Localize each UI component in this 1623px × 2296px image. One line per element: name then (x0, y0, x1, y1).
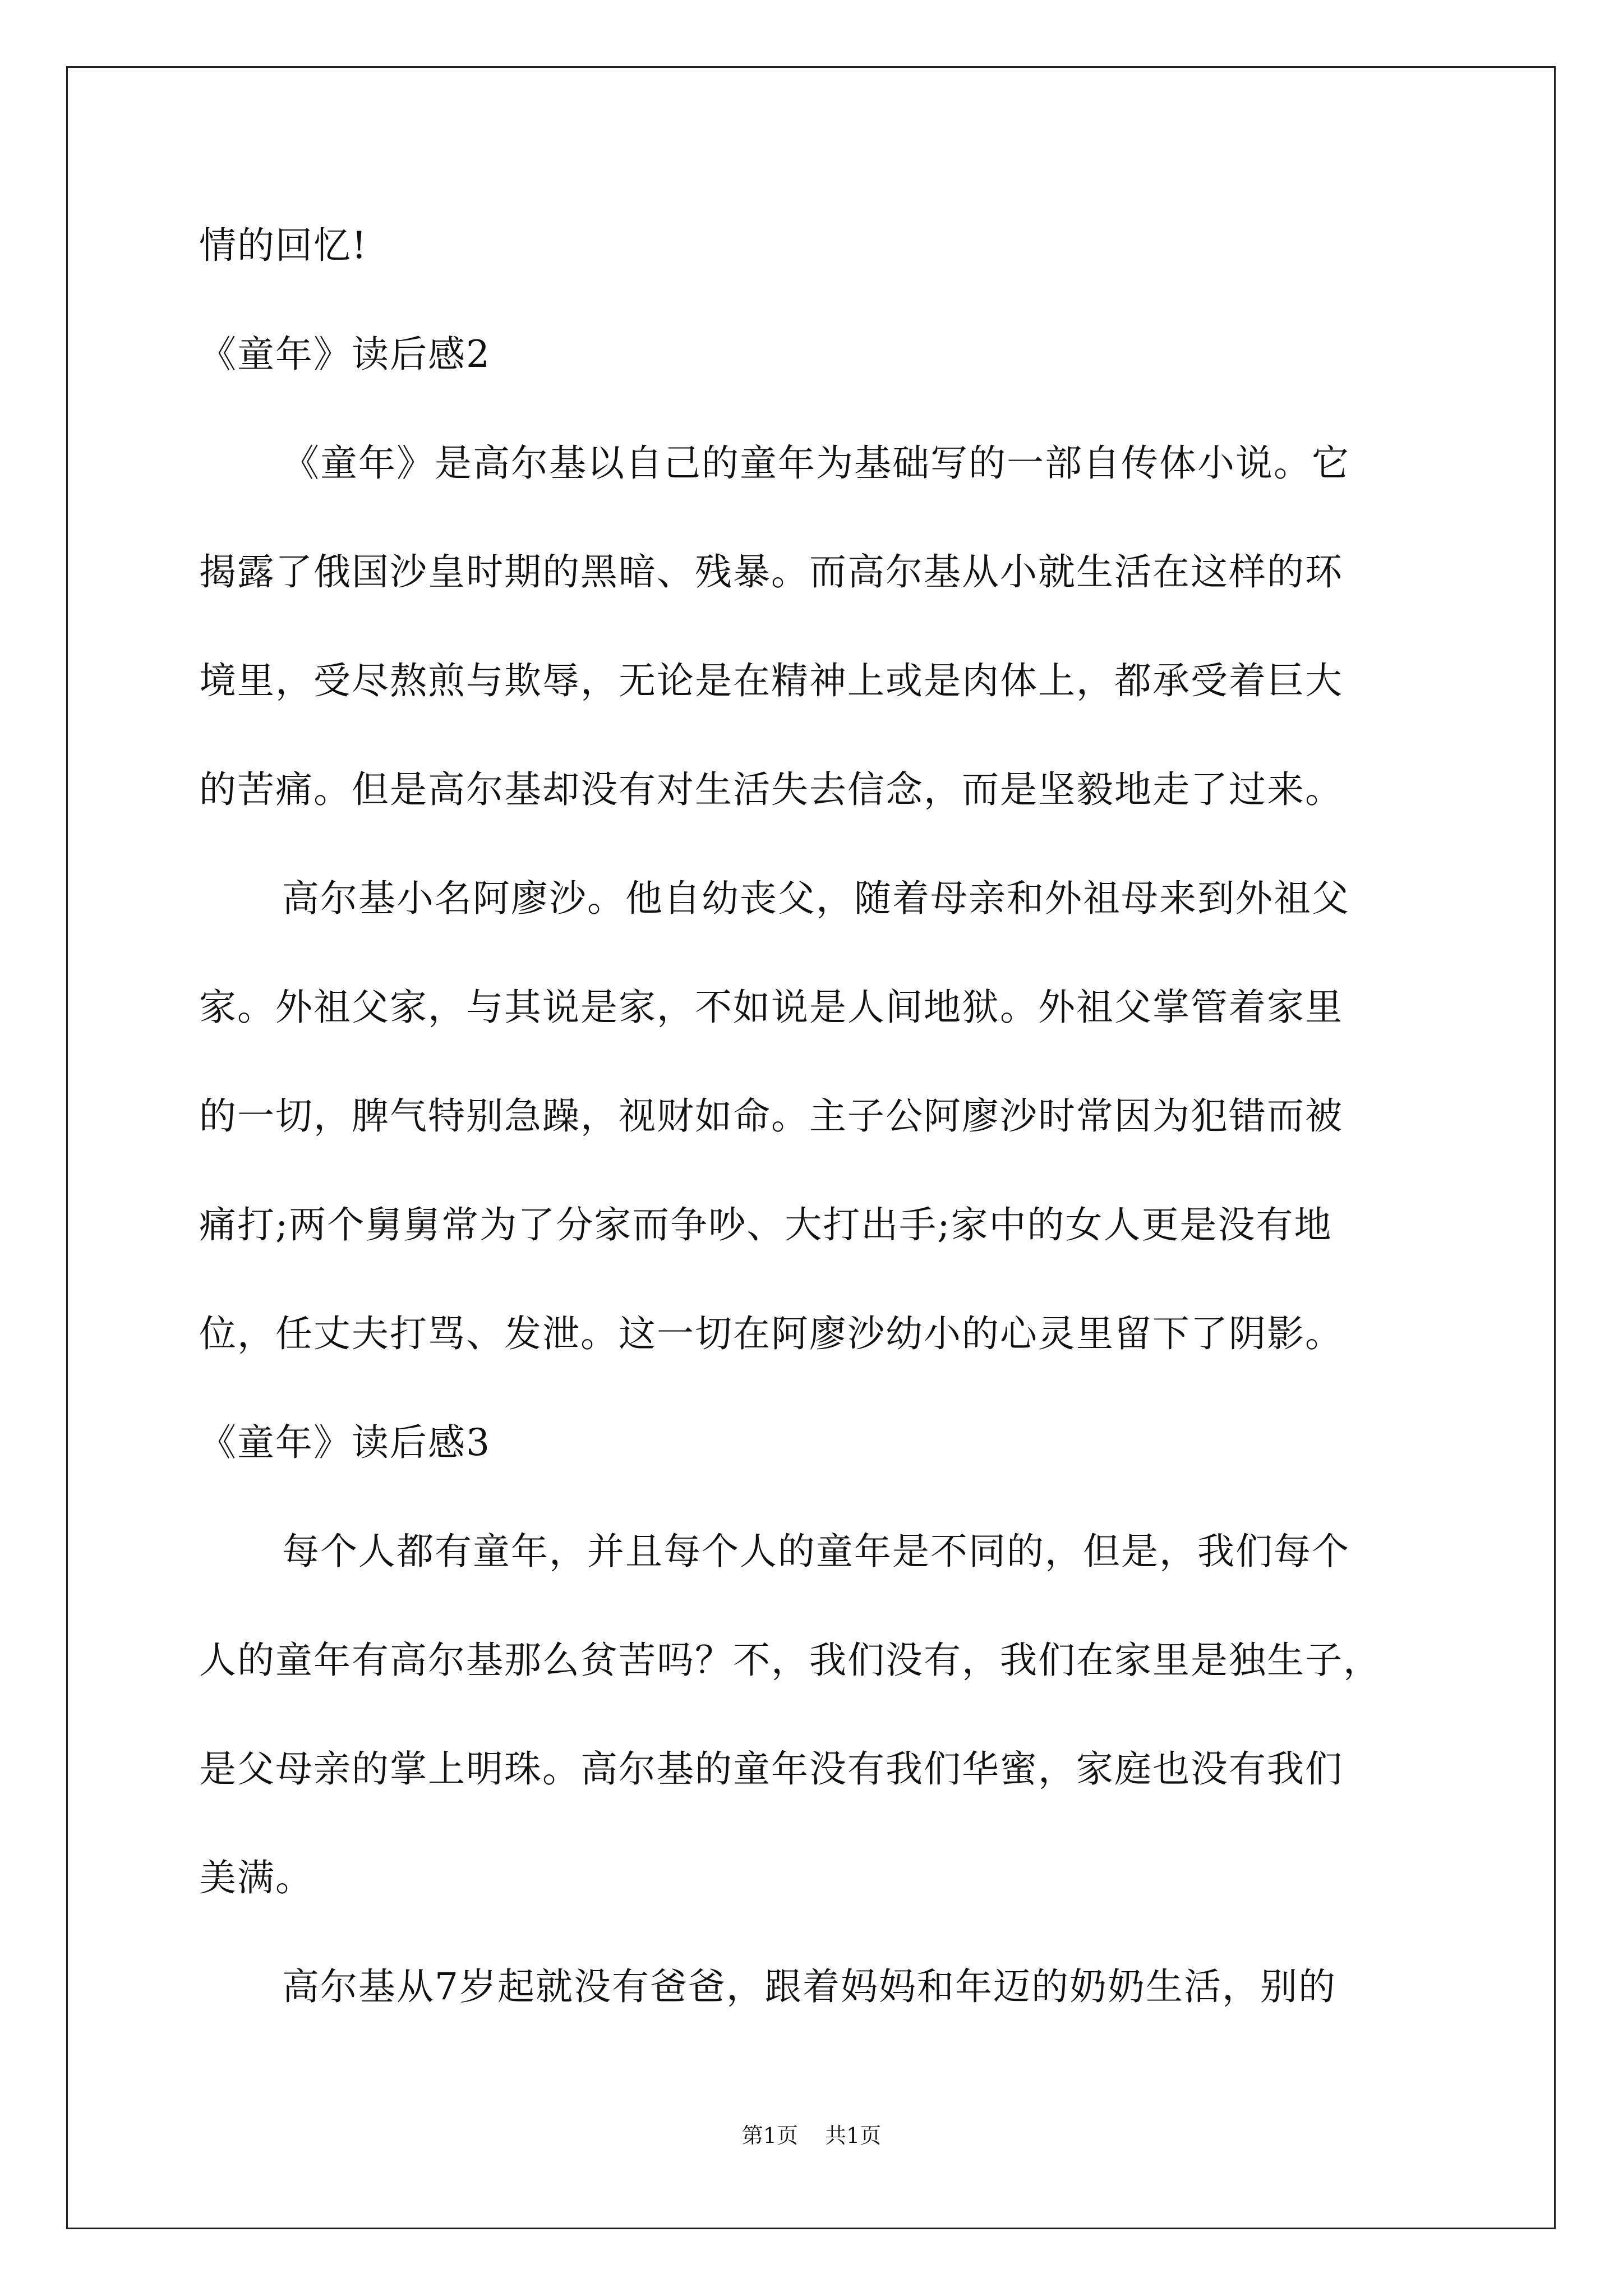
text-line: 情的回忆! (199, 224, 368, 267)
paragraph-line: 高尔基从7岁起就没有爸爸，跟着妈妈和年迈的奶奶生活，别的 (282, 1965, 1336, 2008)
page-footer (0, 2122, 1623, 2150)
paragraph-line: 痛打;两个舅舅常为了分家而争吵、大打出手;家中的女人更是没有地 (199, 1203, 1332, 1246)
paragraph-line: 的苦痛。但是高尔基却没有对生活失去信念，而是坚毅地走了过来。 (199, 768, 1343, 811)
paragraph-line: 每个人都有童年，并且每个人的童年是不同的，但是，我们每个 (282, 1530, 1350, 1573)
paragraph-line: 揭露了俄国沙皇时期的黑暗、残暴。而高尔基从小就生活在这样的环 (199, 550, 1343, 593)
section-heading: 《童年》读后感3 (199, 1421, 491, 1464)
page-total: 共1页 (825, 2123, 882, 2148)
paragraph-line: 位，任丈夫打骂、发泄。这一切在阿廖沙幼小的心灵里留下了阴影。 (199, 1312, 1343, 1355)
document-body (199, 219, 1427, 2014)
section-heading: 《童年》读后感2 (199, 333, 491, 376)
paragraph-line: 家。外祖父家，与其说是家，不如说是人间地狱。外祖父掌管着家里 (199, 986, 1343, 1029)
page-number: 第1页 (741, 2123, 798, 2148)
paragraph-line: 是父母亲的掌上明珠。高尔基的童年没有我们华蜜，家庭也没有我们 (199, 1747, 1343, 1791)
paragraph-line: 《童年》是高尔基以自己的童年为基础写的一部自传体小说。它 (282, 441, 1350, 485)
paragraph-line: 人的童年有高尔基那么贫苦吗？不，我们没有，我们在家里是独生子， (199, 1639, 1381, 1682)
paragraph-line: 美满。 (199, 1856, 313, 1899)
paragraph-line: 境里，受尽熬煎与欺辱，无论是在精神上或是肉体上，都承受着巨大 (199, 659, 1343, 702)
paragraph-line: 的一切，脾气特别急躁，视财如命。主子公阿廖沙时常因为犯错而被 (199, 1094, 1343, 1138)
paragraph-line: 高尔基小名阿廖沙。他自幼丧父，随着母亲和外祖母来到外祖父 (282, 877, 1350, 920)
